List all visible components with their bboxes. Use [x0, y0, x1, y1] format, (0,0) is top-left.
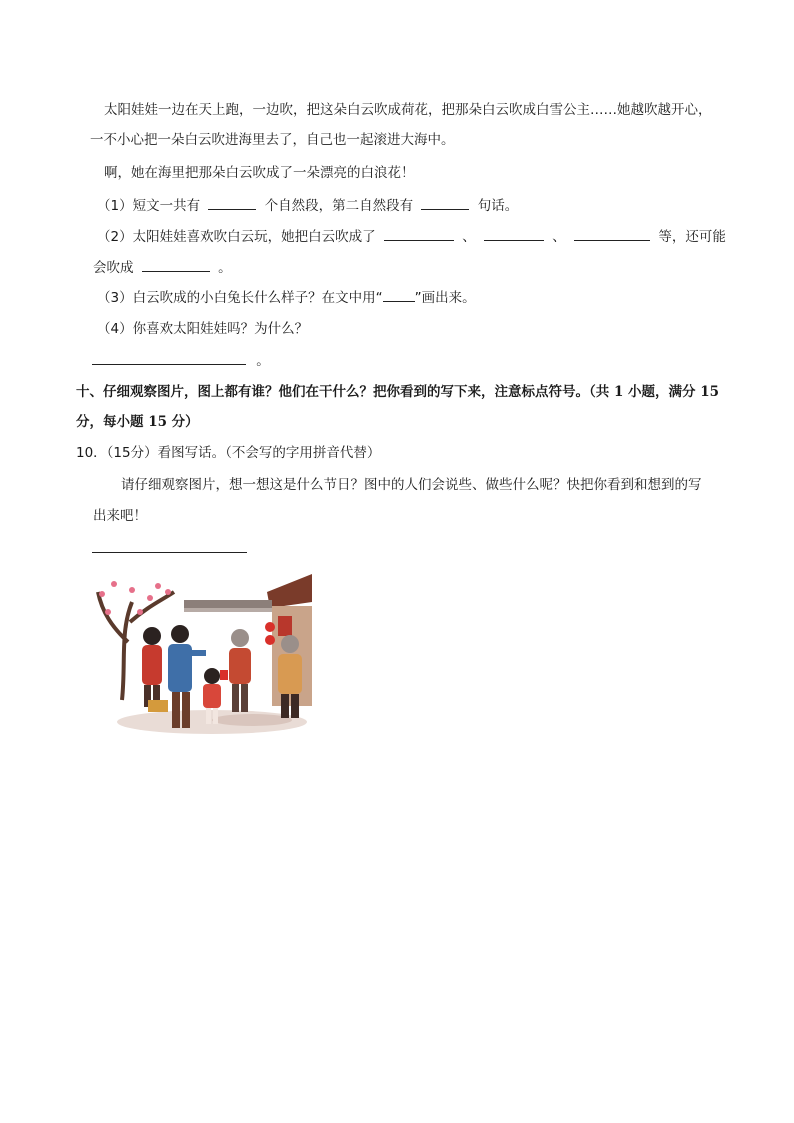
- section-heading-line-1: 十、仔细观察图片，图上都有谁？他们在干什么？把你看到的写下来，注意标点符号。（共 1 小题，满分 15: [76, 384, 720, 400]
- question-3-part-b: ”画出来。: [414, 290, 476, 306]
- question-1-part-b: 个自然段，第二自然段有: [264, 198, 414, 214]
- question-10-prompt-line-2: 出来吧！: [93, 508, 147, 524]
- question-3: [97, 287, 476, 308]
- answer-blank[interactable]: [484, 226, 544, 241]
- answer-blank[interactable]: [384, 226, 454, 241]
- question-2-end: 。: [218, 260, 232, 276]
- answer-blank[interactable]: [421, 195, 469, 210]
- passage-line-3: 啊，她在海里把那朵白云吹成了一朵漂亮的白浪花！: [104, 165, 415, 181]
- question-2-sep-1: 、: [462, 229, 476, 245]
- passage-line-2: 一不小心把一朵白云吹进海里去了，自己也一起滚进大海中。: [90, 132, 455, 148]
- question-10-prompt-line-1: 请仔细观察图片，想一想这是什么节日？图中的人们会说些、做些什么呢？快把你看到和想到的写: [121, 477, 702, 493]
- question-2-part-c: 会吹成: [93, 260, 134, 276]
- question-4-end: 。: [256, 353, 270, 369]
- question-3-part-a: （3）白云吹成的小白兔长什么样子？在文中用“: [97, 290, 383, 306]
- question-2-sep-2: 、: [552, 229, 566, 245]
- question-10-item: 10．（15分）看图写话。（不会写的字用拼音代替）: [76, 445, 381, 461]
- spring-festival-illustration: [92, 572, 312, 738]
- answer-blank[interactable]: [383, 287, 415, 302]
- question-2: [97, 226, 726, 247]
- writing-line[interactable]: [92, 552, 247, 553]
- passage-line-1: 太阳娃娃一边在天上跑，一边吹，把这朵白云吹成荷花，把那朵白云吹成白雪公主……她越吹越开心，: [104, 102, 712, 118]
- question-2-part-b: 等，还可能: [658, 229, 726, 245]
- question-1: [97, 195, 518, 216]
- question-1-part-a: （1）短文一共有: [97, 198, 201, 214]
- answer-blank[interactable]: [208, 195, 256, 210]
- question-2-continued: [93, 257, 232, 278]
- answer-blank[interactable]: [92, 350, 246, 365]
- question-2-part-a: （2）太阳娃娃喜欢吹白云玩，她把白云吹成了: [97, 229, 376, 245]
- question-4-answer: [92, 350, 270, 371]
- answer-blank[interactable]: [574, 226, 650, 241]
- question-1-part-c: 句话。: [477, 198, 519, 214]
- section-heading-line-2: 分，每小题 15 分）: [76, 414, 199, 430]
- answer-blank[interactable]: [142, 257, 210, 272]
- question-4: （4）你喜欢太阳娃娃吗？为什么？: [97, 321, 309, 337]
